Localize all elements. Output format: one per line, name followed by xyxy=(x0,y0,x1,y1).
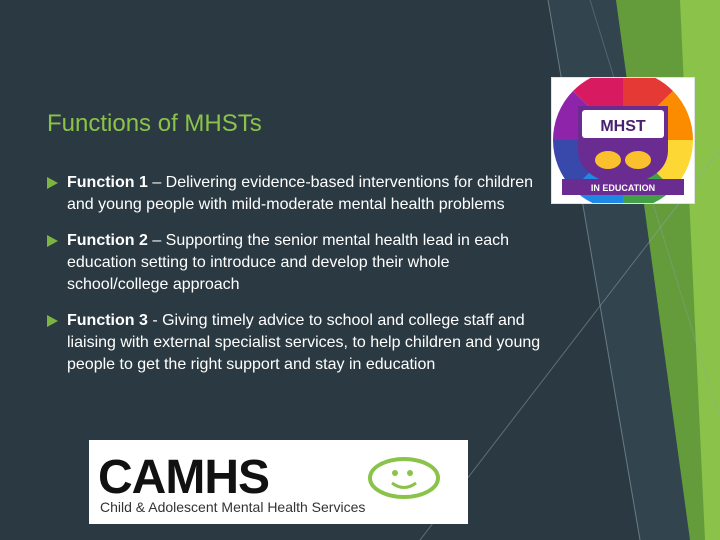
camhs-logo-word: CAMHS xyxy=(98,451,269,504)
bullet-item xyxy=(47,172,547,216)
bullet-item xyxy=(47,310,547,376)
bullet-arrow-icon xyxy=(47,177,58,189)
mhst-logo-banner: IN EDUCATION xyxy=(590,183,656,193)
bullet-arrow-icon xyxy=(47,235,58,247)
smiley-face-icon xyxy=(367,456,441,500)
camhs-logo-subtitle: Child & Adolescent Mental Health Services xyxy=(100,499,366,515)
bullet-list xyxy=(47,172,547,390)
bullet-head: Function 3 xyxy=(67,312,148,329)
camhs-logo xyxy=(89,440,468,524)
bullet-head: Function 1 xyxy=(67,174,148,191)
bullet-head: Function 2 xyxy=(67,232,148,249)
mhst-logo-word: MHST xyxy=(600,118,646,135)
bullet-text: – Supporting the senior mental health lead in each education setting to introduce and develop their whole school/college approach xyxy=(67,232,510,293)
bullet-item xyxy=(47,230,547,296)
mhst-logo xyxy=(551,77,695,204)
bullet-text: - Giving timely advice to school and college staff and liaising with external specialist services, to help children and young people to get the right support and stay in education xyxy=(67,312,541,373)
bullet-text: – Delivering evidence-based interventions for children and young people with mild-moderate mental health problems xyxy=(67,174,533,213)
bullet-arrow-icon xyxy=(47,315,58,327)
mhst-logo-graphic xyxy=(552,78,694,203)
slide-title: Functions of MHSTs xyxy=(47,110,262,137)
